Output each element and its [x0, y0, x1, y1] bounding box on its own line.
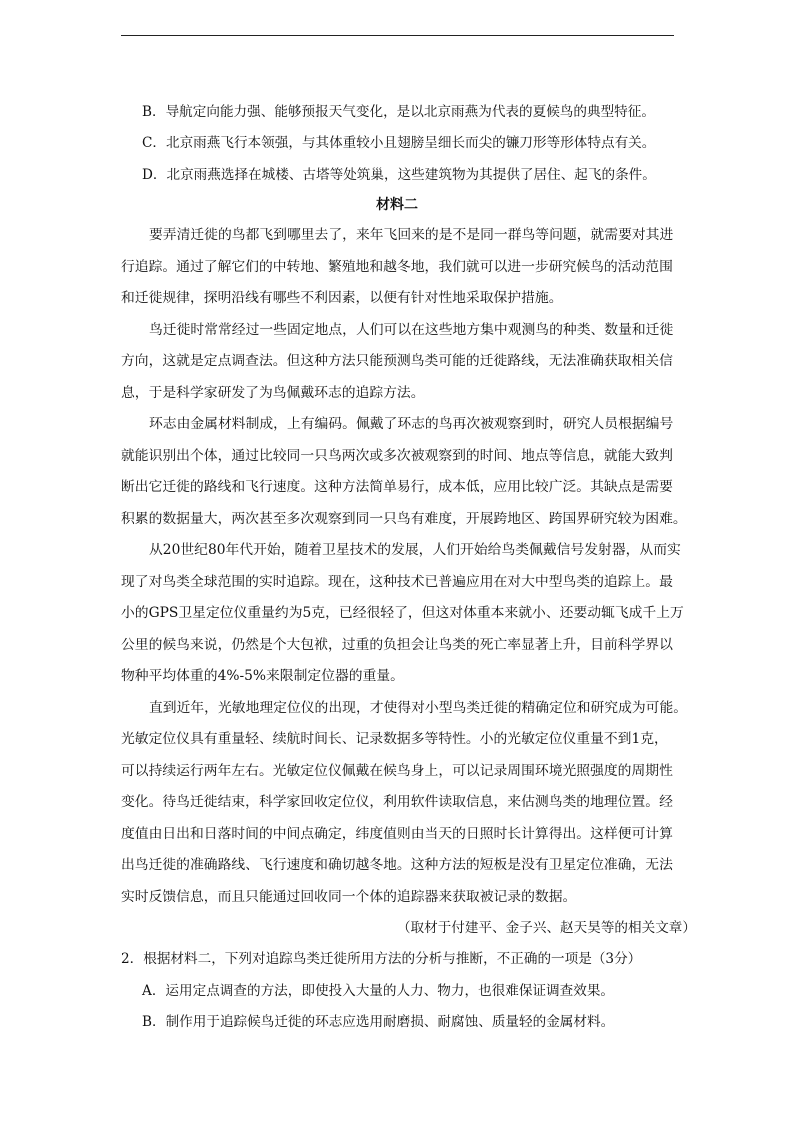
- paragraph-line: 积累的数据量大，两次甚至多次观察到同一只鸟有难度，开展跨地区、跨国界研究较为困难。: [121, 511, 687, 527]
- paragraph-line: 从20世纪80年代开始，随着卫星技术的发展，人们开始给鸟类佩戴信号发射器，从而实: [149, 542, 681, 558]
- question-2: 2．根据材料二，下列对追踪鸟类迁徙所用方法的分析与推断，不正确的一项是（3分）: [121, 951, 642, 967]
- option-c: C．北京雨燕飞行本领强，与其体重较小且翅膀呈细长而尖的镰刀形等形体特点有关。: [142, 135, 656, 151]
- option-b-q2: B．制作用于追踪候鸟迁徙的环志应选用耐磨损、耐腐蚀、质量轻的金属材料。: [142, 1014, 615, 1030]
- paragraph-line: 就能识别出个体，通过比较同一只鸟两次或多次被观察到的时间、地点等信息，就能大致判: [121, 448, 673, 464]
- paragraph-line: 方向，这就是定点调查法。但这种方法只能预测鸟类可能的迁徙路线，无法准确获取相关信: [121, 353, 673, 369]
- option-b: B．导航定向能力强、能够预报天气变化，是以北京雨燕为代表的夏候鸟的典型特征。: [142, 104, 655, 120]
- option-a: A．运用定点调查的方法，即使投入大量的人力、物力，也很难保证调查效果。: [142, 983, 615, 999]
- option-d: D．北京雨燕选择在城楼、古塔等处筑巢，这些建筑物为其提供了居住、起飞的条件。: [142, 167, 656, 183]
- header-rule: [121, 35, 674, 36]
- paragraph-line: 光敏定位仪具有重量轻、续航时间长、记录数据多等特性。小的光敏定位仪重量不到1克，: [121, 731, 668, 747]
- section-title: 材料二: [376, 197, 418, 213]
- paragraph-line: 息，于是科学家研发了为鸟佩戴环志的追踪方法。: [121, 385, 425, 401]
- paragraph-line: 出鸟迁徙的准确路线、飞行速度和确切越冬地。这种方法的短板是没有卫星定位准确，无法: [121, 857, 673, 873]
- paragraph-line: 直到近年，光敏地理定位仪的出现，才使得对小型鸟类迁徙的精确定位和研究成为可能。: [149, 700, 688, 716]
- paragraph-line: 断出它迁徙的路线和飞行速度。这种方法简单易行，成本低，应用比较广泛。其缺点是需要: [121, 479, 673, 495]
- paragraph-line: 实时反馈信息，而且只能通过回收同一个体的追踪器来获取被记录的数据。: [121, 889, 577, 905]
- paragraph-line: 小的GPS卫星定位仪重量约为5克，已经很轻了，但这对体重本来就小、还要动辄飞成千上万: [121, 605, 684, 621]
- paragraph-line: 行追踪。通过了解它们的中转地、繁殖地和越冬地，我们就可以进一步研究候鸟的活动范围: [121, 259, 673, 275]
- paragraph-line: 和迁徙规律，探明沿线有哪些不利因素，以便有针对性地采取保护措施。: [121, 290, 563, 306]
- paragraph-line: 环志由金属材料制成，上有编码。佩戴了环志的鸟再次被观察到时，研究人员根据编号: [149, 416, 674, 432]
- source-note: （取材于付建平、金子兴、赵天昊等的相关文章）: [396, 920, 696, 936]
- paragraph-line: 变化。待鸟迁徙结束，科学家回收定位仪，利用软件读取信息，来估测鸟类的地理位置。经: [121, 794, 673, 810]
- paragraph-line: 度值由日出和日落时间的中间点确定，纬度值则由当天的日照时长计算得出。这样便可计算: [121, 826, 673, 842]
- paragraph-line: 要弄清迁徙的鸟都飞到哪里去了，来年飞回来的是不是同一群鸟等问题，就需要对其进: [149, 227, 674, 243]
- paragraph-line: 物种平均体重的4%-5%来限制定位器的重量。: [121, 668, 404, 684]
- paragraph-line: 鸟迁徙时常常经过一些固定地点，人们可以在这些地方集中观测鸟的种类、数量和迁徙: [149, 322, 674, 338]
- paragraph-line: 现了对鸟类全球范围的实时追踪。现在，这种技术已普遍应用在对大中型鸟类的追踪上。最: [121, 574, 673, 590]
- paragraph-line: 可以持续运行两年左右。光敏定位仪佩戴在候鸟身上，可以记录周围环境光照强度的周期性: [121, 763, 673, 779]
- paragraph-line: 公里的候鸟来说，仍然是个大包袱，过重的负担会让鸟类的死亡率显著上升，目前科学界以: [121, 637, 673, 653]
